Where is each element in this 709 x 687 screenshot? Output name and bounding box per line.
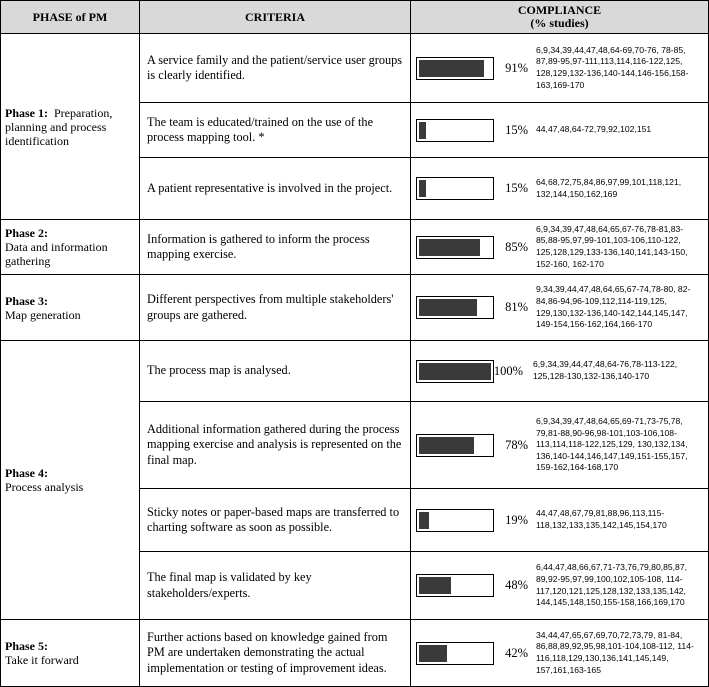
- phase-2-name: Data and information gathering: [5, 240, 108, 268]
- compliance-cell: [411, 552, 709, 620]
- criteria-cell: Additional information gathered during the process mapping exercise and analysis is represented on the final map.: [140, 402, 411, 489]
- phase-1-cell: [1, 34, 140, 220]
- phase-5-title: Phase 5:: [5, 639, 48, 653]
- phase-4-name: Process analysis: [5, 480, 84, 494]
- study-references: 44,47,48,64-72,79,92,102,151: [536, 124, 652, 135]
- phase-5-name: Take it forward: [5, 653, 79, 667]
- compliance-percent: 42%: [505, 645, 528, 660]
- phase-5-cell: [1, 620, 140, 687]
- compliance-cell: [411, 620, 709, 687]
- compliance-cell: [411, 489, 709, 552]
- criteria-cell: A patient representative is involved in the project.: [140, 158, 411, 220]
- table-row: [1, 620, 709, 687]
- study-references: 34,44,47,65,67,69,70,72,73,79, 81-84, 86,88,89,92,95,98,101-104,108-112, 114-116,118,129,130,136,141,145,149, 157,161,163-165: [536, 629, 694, 675]
- header-compliance-line2: (% studies): [530, 16, 589, 30]
- criteria-cell: Further actions based on knowledge gained from PM are undertaken demonstrating the actual implementation or testing of improvement ideas.: [140, 620, 411, 687]
- compliance-bar-fill: [419, 122, 426, 139]
- compliance-cell: [411, 341, 709, 402]
- table-row: [1, 275, 709, 341]
- compliance-percent: 78%: [505, 437, 528, 452]
- header-phase: PHASE of PM: [1, 1, 140, 34]
- compliance-bar-fill: [419, 363, 491, 380]
- compliance-cell: [411, 34, 709, 103]
- compliance-cell: [411, 402, 709, 489]
- compliance-cell: [411, 158, 709, 220]
- compliance-bar-fill: [419, 180, 426, 197]
- compliance-bar-fill: [419, 239, 480, 256]
- compliance-percent: 81%: [505, 300, 528, 314]
- header-row: [1, 1, 709, 34]
- compliance-bar: [416, 434, 494, 457]
- compliance-percent: 85%: [505, 239, 528, 254]
- criteria-cell: Different perspectives from multiple stakeholders' groups are gathered.: [140, 275, 411, 341]
- compliance-cell: [411, 220, 709, 275]
- compliance-bar: [416, 177, 494, 200]
- criteria-cell: The final map is validated by key stakeholders/experts.: [140, 552, 411, 620]
- phase-3-name: Map generation: [5, 307, 81, 322]
- phase-2-title: Phase 2:: [5, 226, 48, 240]
- phase-2-cell: [1, 220, 140, 275]
- study-references: 64,68,72,75,84,86,97,99,101,118,121, 132,144,150,162,169: [536, 176, 682, 199]
- compliance-bar-fill: [419, 437, 474, 454]
- criteria-cell: A service family and the patient/service user groups is clearly identified.: [140, 34, 411, 103]
- compliance-bar: [416, 360, 494, 383]
- compliance-cell: [411, 275, 709, 341]
- criteria-cell: The process map is analysed.: [140, 341, 411, 402]
- compliance-percent: 48%: [505, 578, 528, 592]
- table-row: [1, 220, 709, 275]
- phase-4-title: Phase 4:: [5, 466, 48, 480]
- compliance-percent: 91%: [505, 60, 528, 75]
- compliance-cell: [411, 103, 709, 158]
- criteria-cell: Sticky notes or paper-based maps are transferred to charting software as soon as possible.: [140, 489, 411, 552]
- compliance-bar: [416, 642, 494, 665]
- study-references: 6,9,34,39,44,47,48,64-76,78-113-122, 125,128-130,132-136,140-170: [533, 359, 678, 381]
- compliance-bar: [416, 236, 494, 259]
- phase-1-title: Phase 1:: [5, 105, 48, 120]
- phase-1-name: Preparation, planning and process identification: [5, 105, 113, 148]
- compliance-bar: [416, 574, 494, 597]
- compliance-percent: 15%: [505, 181, 528, 195]
- study-references: 6,9,34,39,47,48,64,65,69-71,73-75,78, 79,81-88,90-96,98-101,103-106,108-113,114,118-122,125,129, 130,132,134, 136,140-144,146,147,149,151-155,157, 159-162,164-168,170: [536, 416, 688, 473]
- compliance-bar-fill: [419, 299, 477, 316]
- compliance-bar: [416, 57, 494, 80]
- compliance-bar-fill: [419, 512, 429, 529]
- compliance-bar-fill: [419, 645, 447, 662]
- header-compliance: [411, 1, 709, 34]
- criteria-cell: Information is gathered to inform the process mapping exercise.: [140, 220, 411, 275]
- study-references: 6,44,47,48,66,67,71-73,76,79,80,85,87, 89,92-95,97,99,100,102,105-108, 114-117,120,121,125,128,132,133,135,142, 144,145,148,150,155-158,166,169,170: [536, 562, 687, 608]
- criteria-cell: The team is educated/trained on the use of the process mapping tool. *: [140, 103, 411, 158]
- table-row: [1, 34, 709, 103]
- compliance-percent: 100%: [493, 363, 523, 378]
- phase-3-cell: [1, 275, 140, 341]
- compliance-percent: 19%: [505, 512, 528, 527]
- header-compliance-line1: COMPLIANCE: [517, 3, 602, 17]
- compliance-bar-fill: [419, 577, 451, 594]
- study-references: 6,9,34,39,47,48,64,65,67-76,78-81,83-85,88-95,97,99-101,103-106,110-122, 125,128,129,133-136,140,141,143-150, 152-160, 162-170: [536, 223, 688, 269]
- compliance-bar: [416, 119, 494, 142]
- compliance-bar: [416, 296, 494, 319]
- study-references: 9,34,39,44,47,48,64,65,67-74,78-80, 82-84,86-94,96-109,112,114-119,125, 129,130,132-136,140-142,144,145,147, 149-154,156-162,164,166-170: [536, 284, 691, 330]
- compliance-bar: [416, 509, 494, 532]
- compliance-percent: 15%: [505, 122, 528, 137]
- phase-3-title: Phase 3:: [5, 293, 48, 308]
- study-references: 6,9,34,39,44,47,48,64-69,70-76, 78-85, 87,89-95,97-111,113,114,116-122,125, 128,129,132-136,140-144,146-156,158-163,169-170: [536, 44, 689, 90]
- phase-4-cell: [1, 341, 140, 620]
- compliance-bar-fill: [419, 60, 484, 77]
- header-criteria: CRITERIA: [140, 1, 411, 34]
- study-references: 44,47,48,67,79,81,88,96,113,115-118,132,133,135,142,145,154,170: [536, 508, 667, 530]
- table-row: [1, 341, 709, 402]
